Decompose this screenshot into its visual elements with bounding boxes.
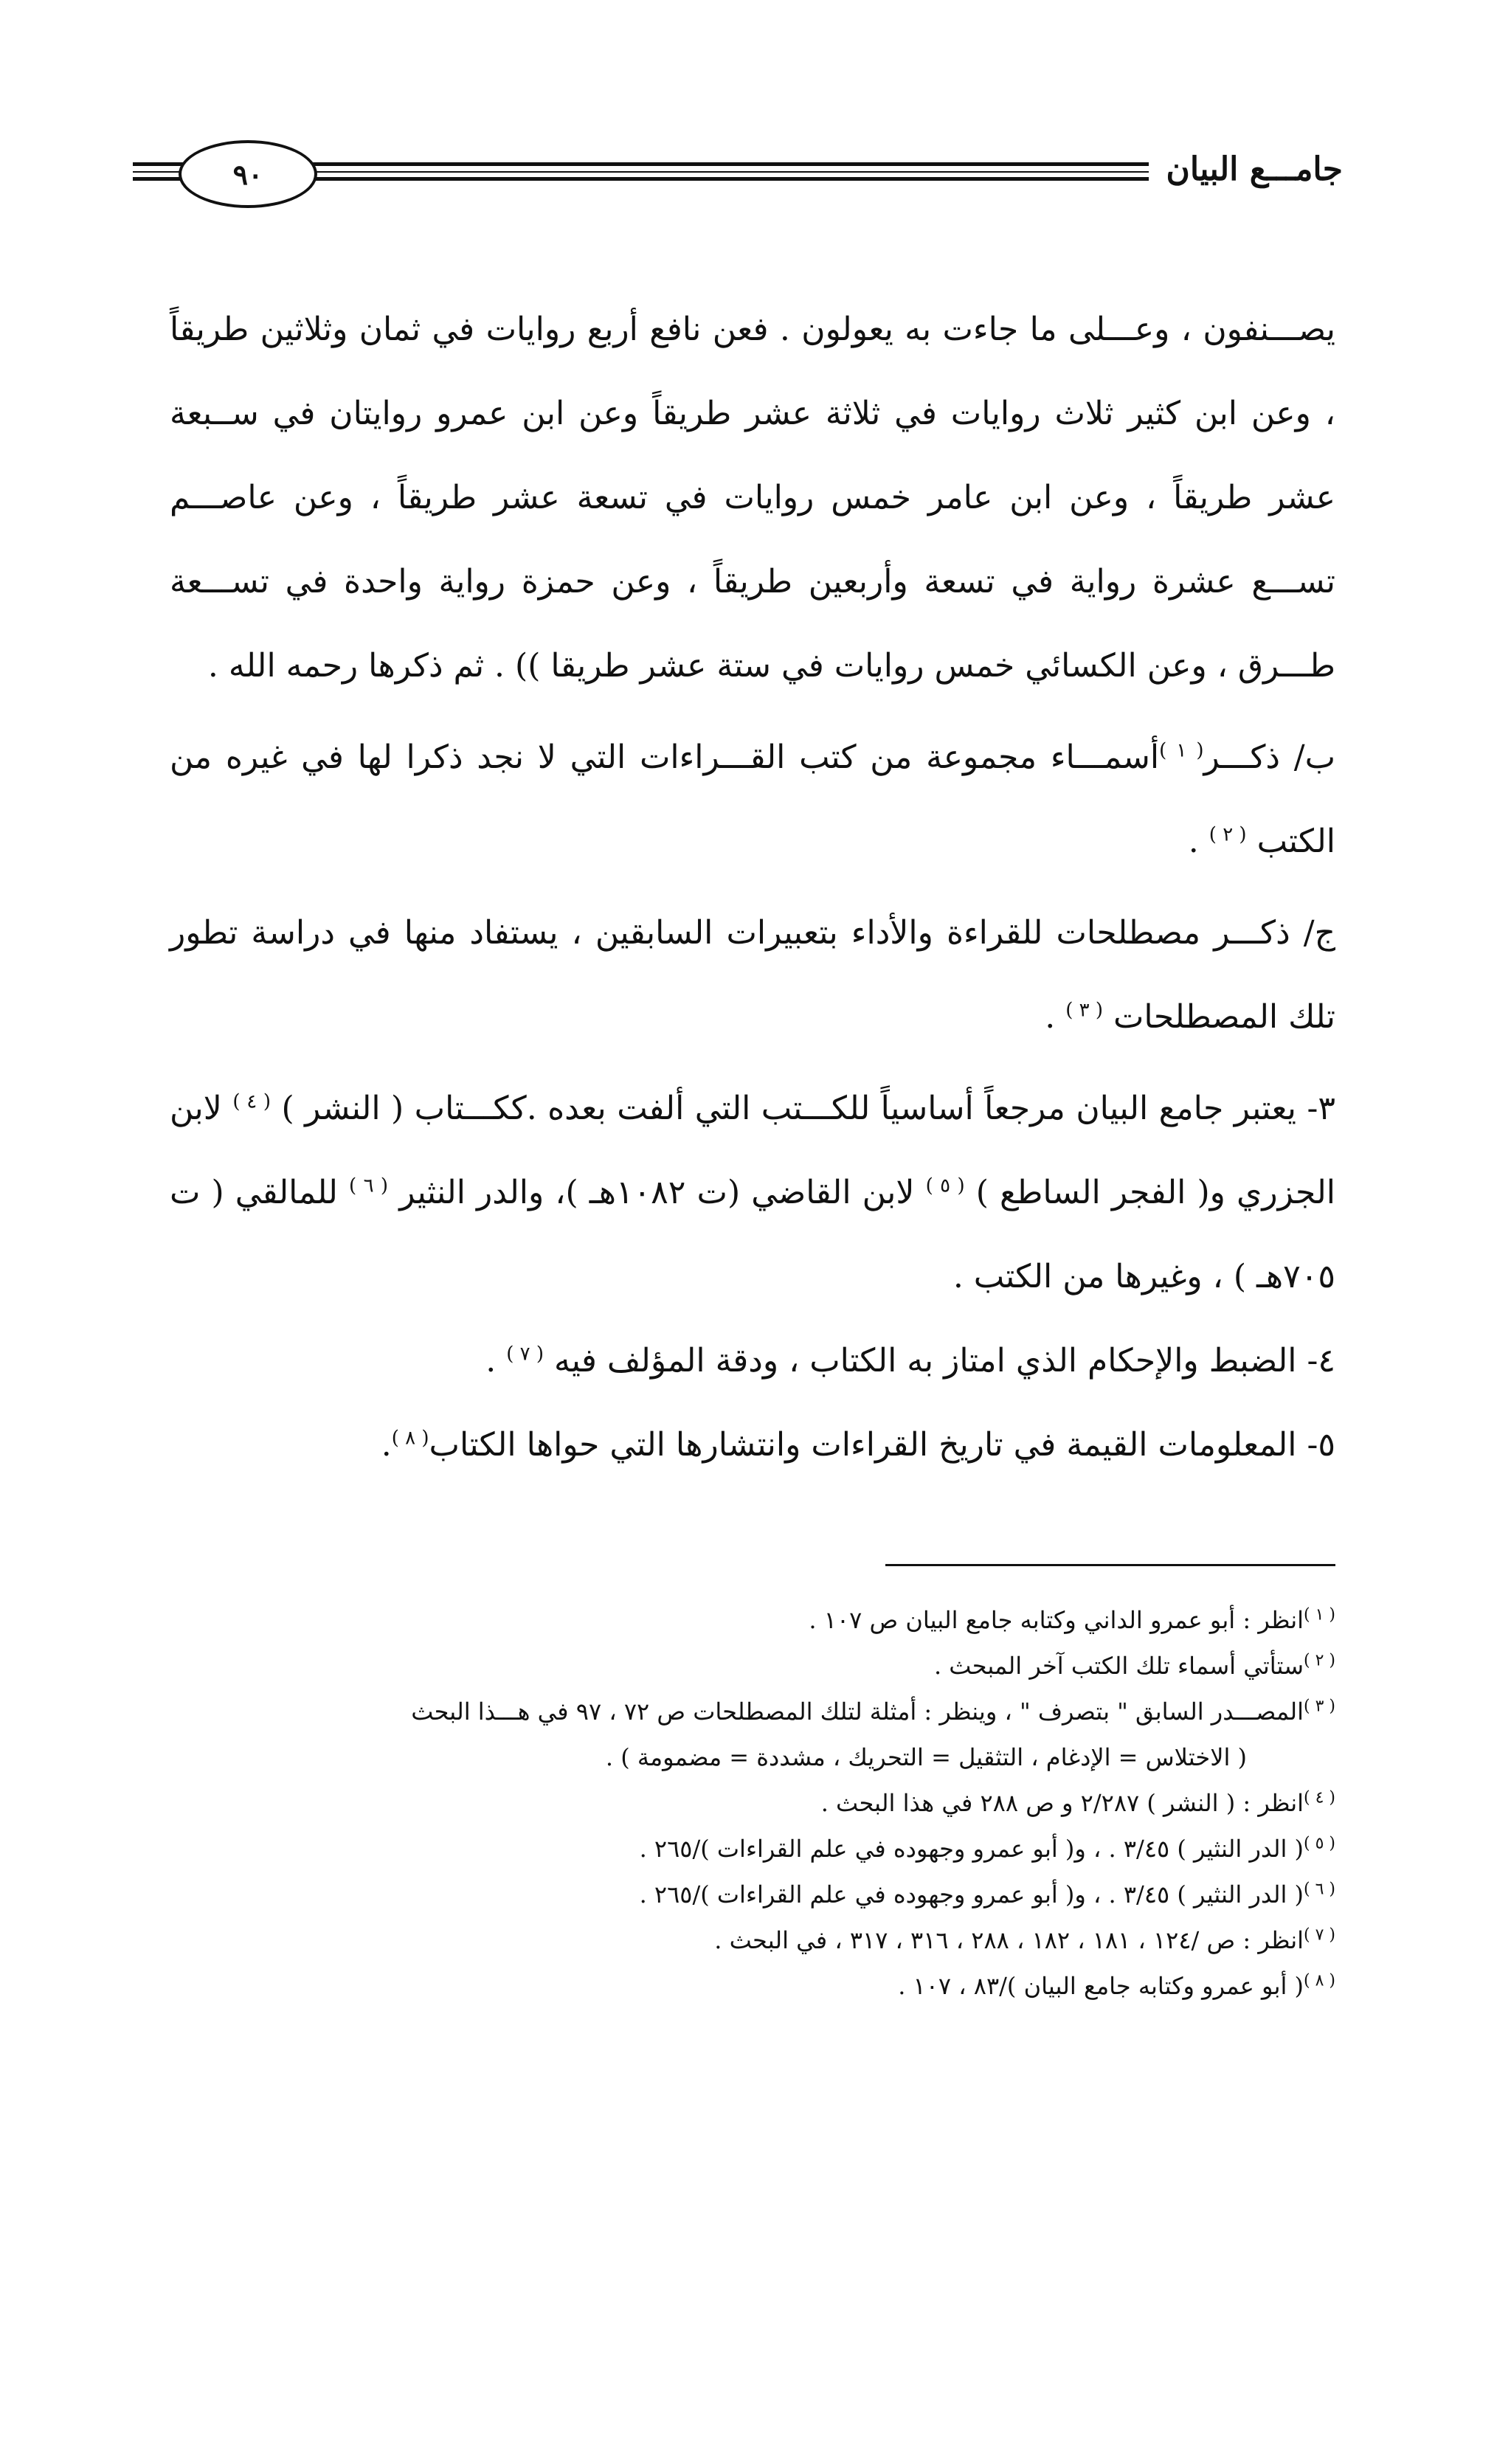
- main-text: [170, 288, 1335, 1487]
- footnote-number: ( ٣ ): [1304, 1697, 1335, 1716]
- paragraph-2-start: ب/ ذكـــر: [1203, 738, 1335, 776]
- paragraph-5-end: .: [485, 1342, 497, 1380]
- footnote-number: ( ٨ ): [1304, 1971, 1335, 1990]
- paragraph-2-middle: أسمـــاء مجموعة من كتب القـــراءات التي لا نجد ذكرا لها في غيره من الكتب: [170, 738, 1335, 860]
- footnote-number: ( ٢ ): [1304, 1651, 1335, 1670]
- footnote-number: ( ٦ ): [1304, 1880, 1335, 1899]
- footnote-7: [170, 1917, 1335, 1963]
- footnote-1: [170, 1597, 1335, 1643]
- footnote-ref-4: ( ٤ ): [232, 1090, 272, 1113]
- footnote-3-continued: [170, 1734, 1335, 1780]
- paragraph-4-part-3: لابن القاضي (ت ١٠٨٢هـ )، والدر النثير: [399, 1174, 915, 1211]
- paragraph-3-end: .: [1045, 998, 1056, 1036]
- footnote-6: [170, 1872, 1335, 1917]
- book-title: جامـــع البيان: [1149, 143, 1344, 195]
- footnote-4: [170, 1780, 1335, 1826]
- footnote-ref-3: ( ٣ ): [1065, 999, 1103, 1022]
- footnote-ref-6: ( ٦ ): [349, 1174, 389, 1197]
- paragraph-6-end: .: [381, 1426, 392, 1464]
- footnote-text: ستأتي أسماء تلك الكتب آخر المبحث .: [933, 1652, 1304, 1680]
- footnote-text: انظر : ( النشر ) ٢/٢٨٧ و ص ٢٨٨ في هذا البحث .: [820, 1789, 1304, 1817]
- footnote-text: ( الدر النثير ) ٣/٤٥ . ، و( أبو عمرو وجهوده في علم القراءات )/٢٦٥ .: [639, 1835, 1304, 1863]
- footnotes: [170, 1597, 1335, 2009]
- paragraph-4-start: ٣- يعتبر جامع البيان مرجعاً أساسياً للكـــتب التي ألفت بعده .ككـــتاب ( النشر ): [281, 1090, 1335, 1127]
- footnote-text: المصـــدر السابق " بتصرف " ، وينظر : أمثلة لتلك المصطلحات ص ٧٢ ، ٩٧ في هـــذا البحث: [411, 1698, 1304, 1726]
- paragraph-5: [170, 1319, 1335, 1403]
- page-number: ٩٠: [179, 140, 317, 208]
- footnote-text: انظر : ص /١٢٤ ، ١٨١ ، ١٨٢ ، ٢٨٨ ، ٣١٦ ، ٣١٧ ، في البحث .: [714, 1926, 1304, 1954]
- footnote-text: ( أبو عمرو وكتابه جامع البيان )/٨٣ ، ١٠٧ .: [898, 1972, 1304, 2000]
- footnote-ref-1: ( ١ ): [1159, 739, 1204, 762]
- footnote-number: ( ٤ ): [1304, 1788, 1335, 1807]
- footnote-ref-7: ( ٧ ): [506, 1343, 544, 1366]
- paragraph-5-text: ٤- الضبط والإحكام الذي امتاز به الكتاب ، ودقة المؤلف فيه: [554, 1342, 1335, 1380]
- footnote-number: ( ١ ): [1304, 1605, 1335, 1624]
- footnote-text: انظر : أبو عمرو الداني وكتابه جامع البيان ص ١٠٧ .: [809, 1606, 1304, 1634]
- footnote-ref-5: ( ٥ ): [925, 1174, 965, 1197]
- footnote-ref-2: ( ٢ ): [1209, 823, 1247, 846]
- footnote-text: ( الدر النثير ) ٣/٤٥ . ، و( أبو عمرو وجهوده في علم القراءات )/٢٦٥ .: [639, 1880, 1304, 1908]
- paragraph-2: [170, 716, 1335, 884]
- paragraph-1: يصـــنفون ، وعـــلى ما جاءت به يعولون . فعن نافع أربع روايات في ثمان وثلاثين طريقاً ، وعن ابن كثير ثلاث روايات في ثلاثة عشر طريقاً وعن ابن عمرو روايتان في ســبعة عشر طريقاً ، وعن ابن عامر خمس روايات في تسعة عشر طريقاً ، وعن عاصـــم تســـع عشرة رواية في تسعة وأربعين طريقاً ، وعن حمزة رواية واحدة في تســـعة طـــرق ، وعن الكسائي خمس روايات في ستة عشر طريقا )) . ثم ذكرها رحمه الله .: [170, 311, 1335, 685]
- footnote-8: [170, 1963, 1335, 2009]
- paragraph-6: [170, 1403, 1335, 1487]
- footnote-3: [170, 1689, 1335, 1734]
- footnote-ref-8: ( ٨ ): [391, 1427, 429, 1450]
- footnote-5: [170, 1826, 1335, 1872]
- paragraph-6-text: ٥- المعلومات القيمة في تاريخ القراءات وانتشارها التي حواها الكتاب: [429, 1426, 1335, 1464]
- paragraph-3-text: ج/ ذكـــر مصطلحات للقراءة والأداء بتعبيرات السابقين ، يستفاد منها في دراسة تطور تلك المصطلحات: [170, 914, 1335, 1036]
- paragraph-4-end: للمالقي ( ت ٧٠٥هـ ) ، وغيرها من الكتب .: [170, 1174, 1335, 1295]
- page-header: [133, 133, 1343, 214]
- paragraph-4: [170, 1067, 1335, 1319]
- footnote-separator: [885, 1564, 1335, 1566]
- paragraph-4-part-2: لابن الجزري و( الفجر الساطع ): [170, 1090, 1335, 1211]
- footnote-number: ( ٥ ): [1304, 1834, 1335, 1853]
- footnote-2: [170, 1643, 1335, 1689]
- footnote-number: ( ٧ ): [1304, 1925, 1335, 1945]
- footnote-text: ( الاختلاس = الإدغام ، التثقيل = التحريك ، مشددة = مضمومة ) .: [605, 1743, 1247, 1771]
- paragraph-3: [170, 891, 1335, 1059]
- paragraph-2-end: .: [1188, 823, 1199, 860]
